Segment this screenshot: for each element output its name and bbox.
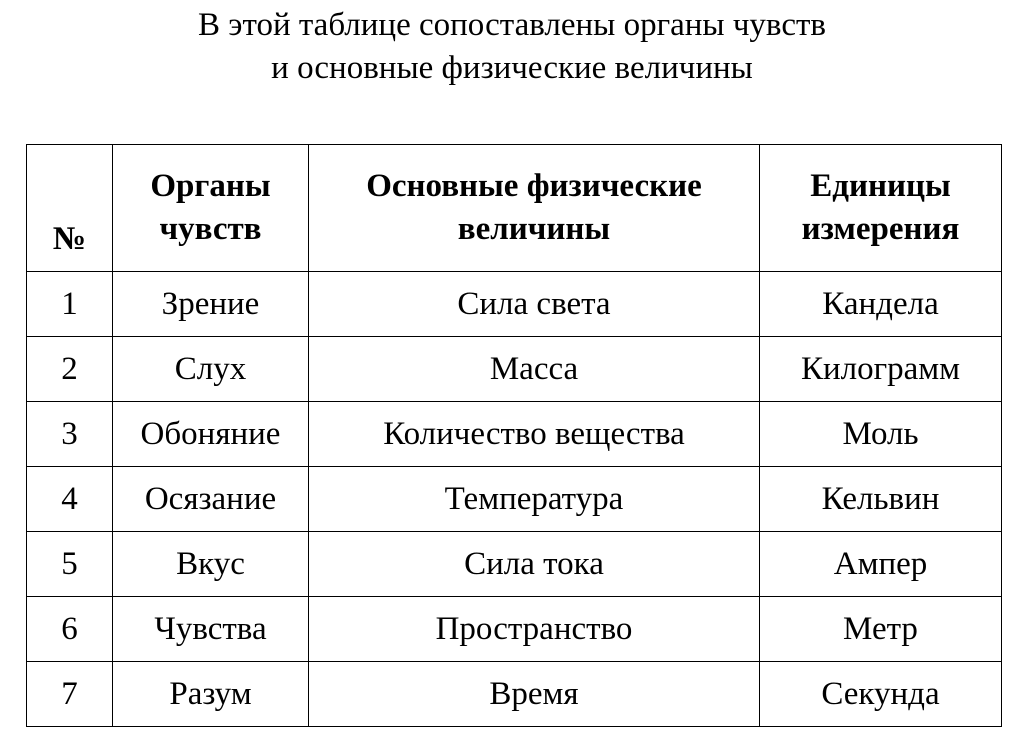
cell-organ: Слух <box>113 337 309 402</box>
cell-unit: Секунда <box>760 662 1002 727</box>
table-row <box>27 272 1002 337</box>
header-organ <box>113 145 309 272</box>
cell-quantity: Время <box>309 662 760 727</box>
title-line-2: и основные физические величины <box>271 50 753 86</box>
cell-unit: Килограмм <box>760 337 1002 402</box>
cell-num: 3 <box>27 402 113 467</box>
table-row <box>27 597 1002 662</box>
header-unit <box>760 145 1002 272</box>
header-quantity-line-1: Основные физические <box>366 168 702 204</box>
cell-num: 4 <box>27 467 113 532</box>
cell-quantity: Сила света <box>309 272 760 337</box>
cell-num: 6 <box>27 597 113 662</box>
cell-organ: Зрение <box>113 272 309 337</box>
cell-quantity: Пространство <box>309 597 760 662</box>
cell-organ: Обоняние <box>113 402 309 467</box>
table-row <box>27 402 1002 467</box>
cell-organ: Вкус <box>113 532 309 597</box>
comparison-table <box>26 144 1002 727</box>
cell-unit: Кельвин <box>760 467 1002 532</box>
table-row <box>27 662 1002 727</box>
page-title <box>0 4 1024 90</box>
table-row <box>27 467 1002 532</box>
cell-organ: Чувства <box>113 597 309 662</box>
cell-unit: Моль <box>760 402 1002 467</box>
cell-num: 7 <box>27 662 113 727</box>
table-row <box>27 532 1002 597</box>
table-row <box>27 337 1002 402</box>
header-quantity-line-2: величины <box>457 211 611 247</box>
header-quantity <box>309 145 760 272</box>
cell-num: 2 <box>27 337 113 402</box>
cell-quantity: Температура <box>309 467 760 532</box>
cell-quantity: Масса <box>309 337 760 402</box>
header-num: № <box>27 145 113 272</box>
cell-unit: Кандела <box>760 272 1002 337</box>
header-row <box>27 145 1002 272</box>
cell-num: 1 <box>27 272 113 337</box>
cell-organ: Осязание <box>113 467 309 532</box>
header-organ-line-1: Органы <box>150 168 271 204</box>
cell-organ: Разум <box>113 662 309 727</box>
cell-quantity: Количество вещества <box>309 402 760 467</box>
cell-num: 5 <box>27 532 113 597</box>
cell-quantity: Сила тока <box>309 532 760 597</box>
header-unit-line-2: измерения <box>801 211 960 247</box>
header-organ-line-2: чувств <box>159 211 262 247</box>
cell-unit: Метр <box>760 597 1002 662</box>
cell-unit: Ампер <box>760 532 1002 597</box>
title-line-1: В этой таблице сопоставлены органы чувств <box>198 7 826 43</box>
header-unit-line-1: Единицы <box>810 168 951 204</box>
